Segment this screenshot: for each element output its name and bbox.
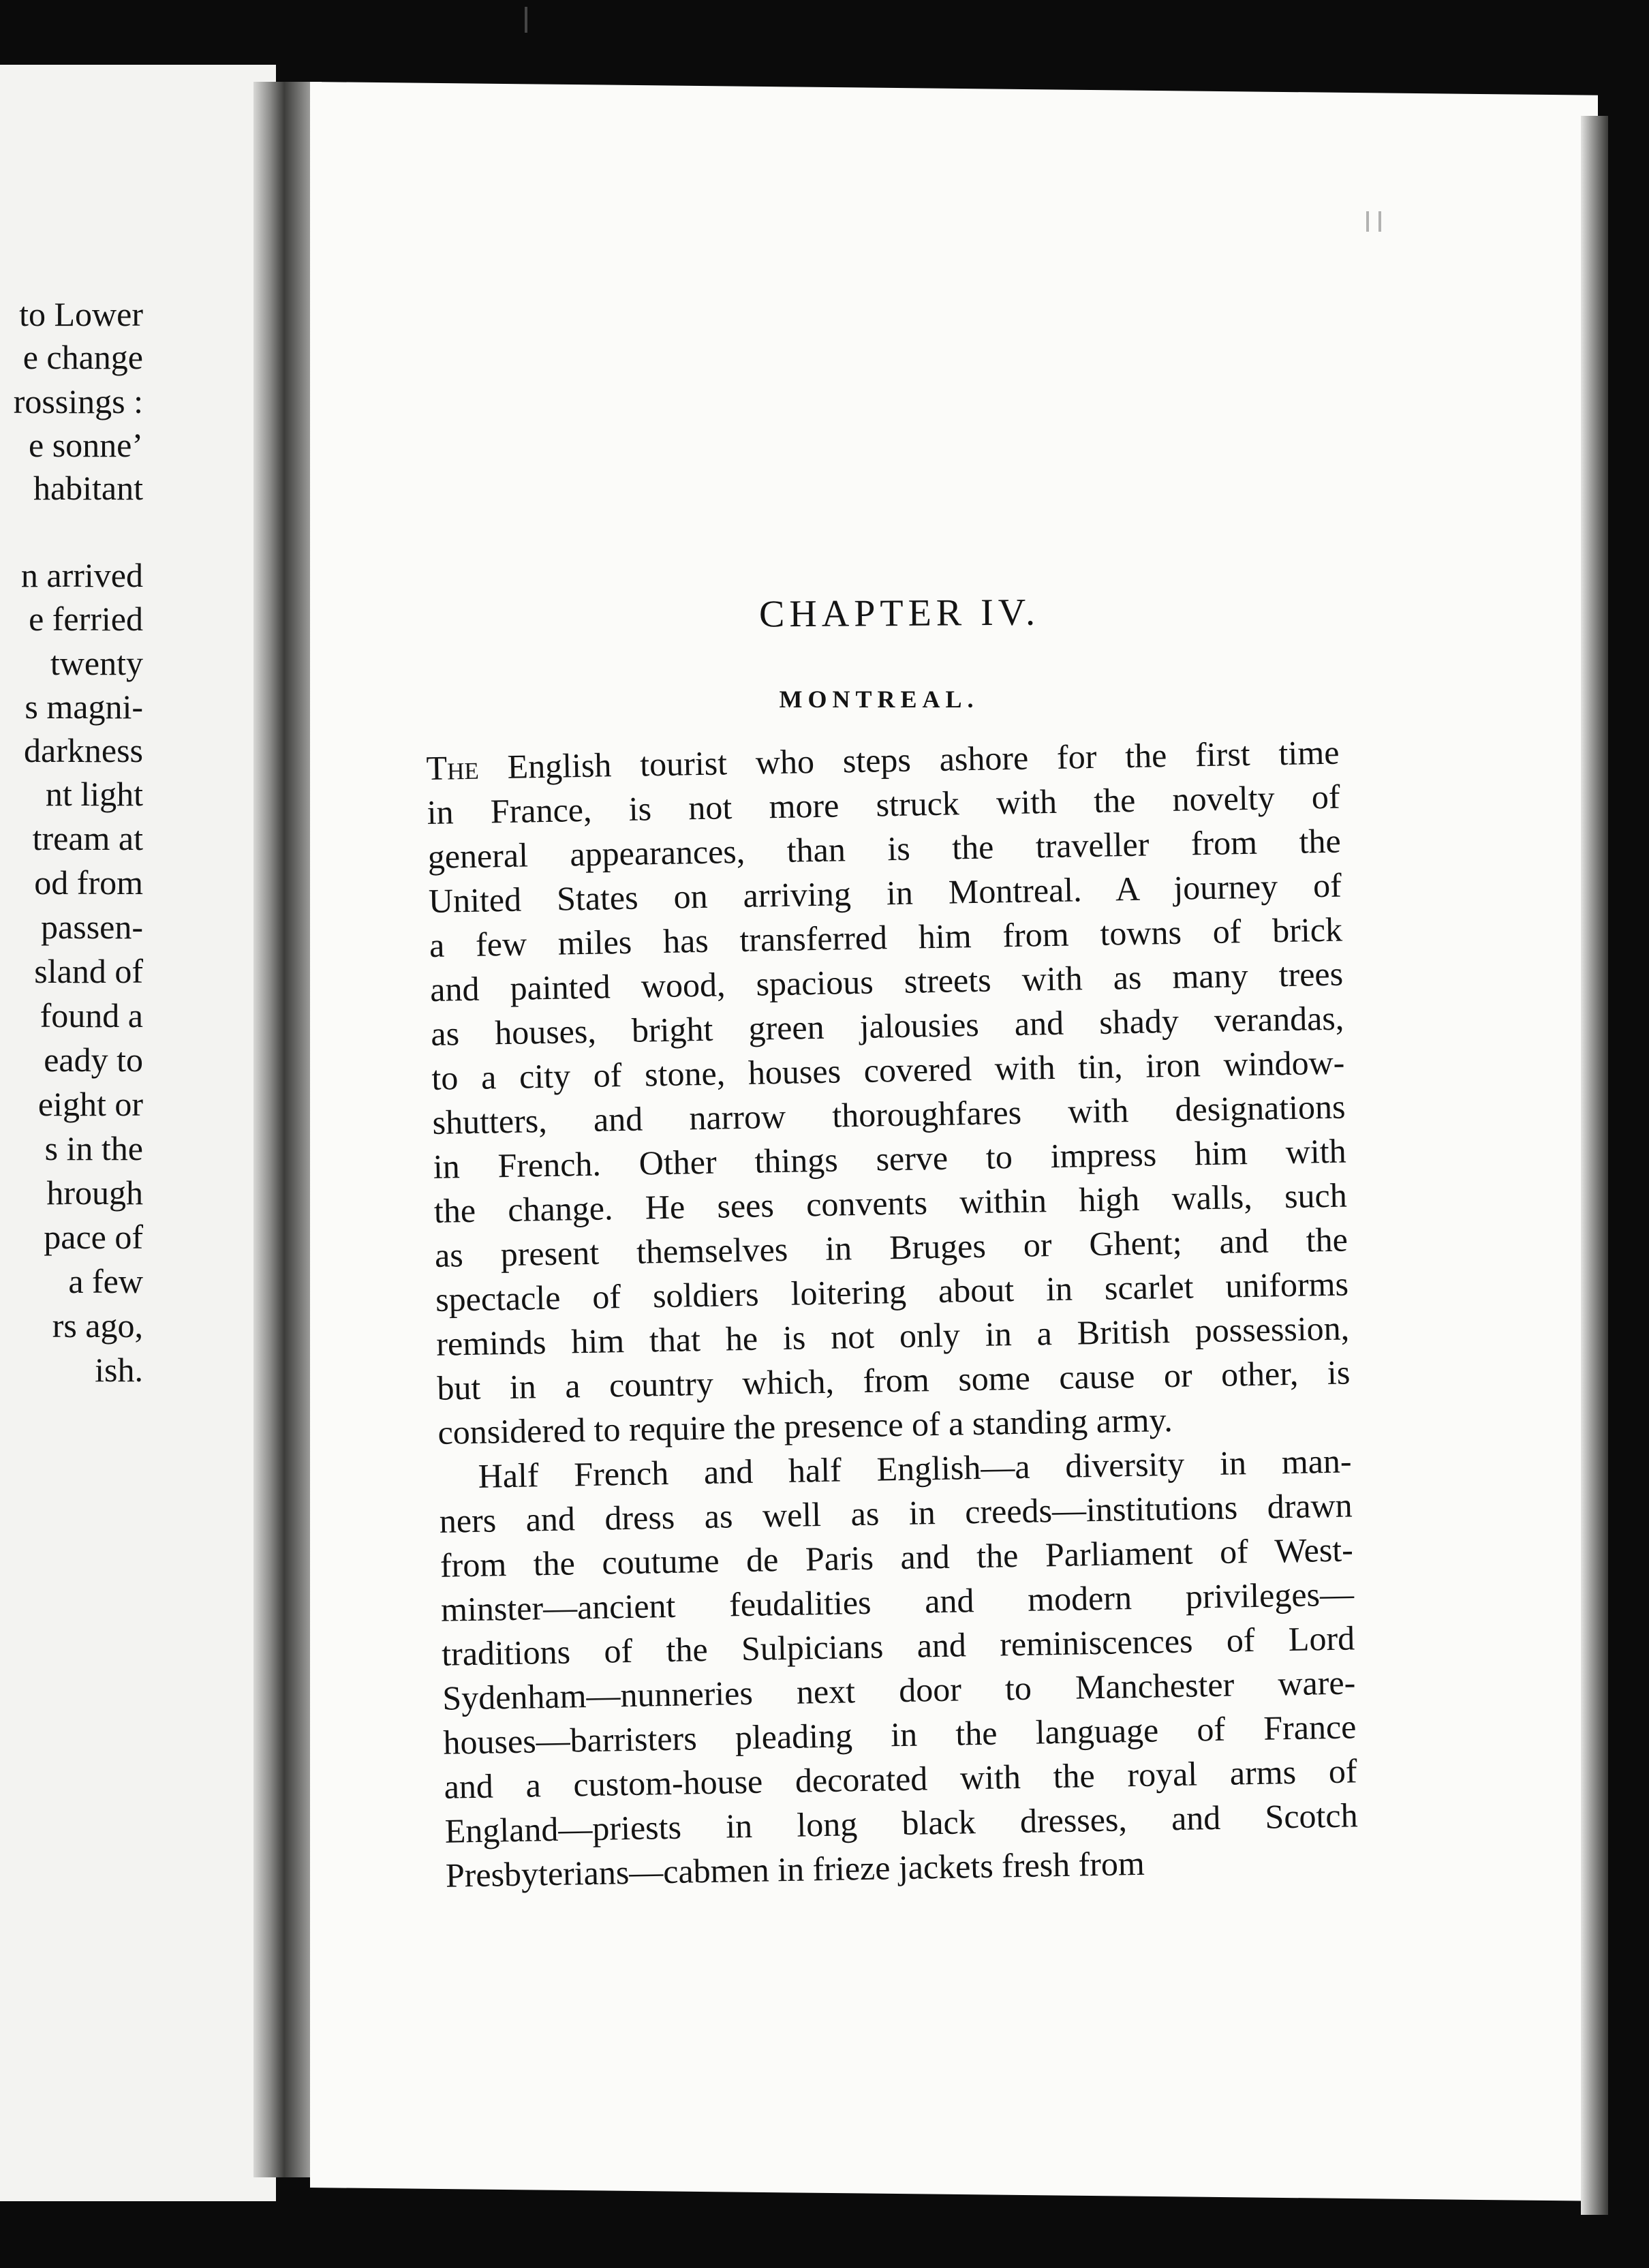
left-page-line: e change [22,338,143,376]
text-line: in France, is not more struck with the novelty of [427,777,1340,831]
left-page-line: sland of [34,952,143,990]
text-line: as present themselves in Bruges or Ghent; and the [434,1220,1349,1274]
text-line: traditions of the Sulpicians and reminiscences of Lord [441,1619,1355,1673]
text-line: ners and dress as well as in creeds—institutions drawn [439,1486,1353,1540]
text-line: general appearances, than is the traveller from the [427,821,1342,876]
paragraph [426,731,1351,1455]
text-line: houses—barristers pleading in the language of France [443,1707,1357,1762]
text-line: from the coutume de Paris and the Parliament of West- [440,1530,1354,1584]
text-line: in French. Other things serve to impress him with [433,1131,1347,1186]
page-edge-shadow [1581,116,1608,2215]
left-page-line: rossings : [13,382,143,420]
left-page-line: found a [40,996,143,1035]
text-line: minster—ancient feudalities and modern privileges— [440,1574,1355,1629]
left-page-line: e ferried [29,600,143,638]
left-page-line: darkness [24,731,143,769]
chapter-body-text [426,731,1359,1898]
text-line: England—priests in long black dresses, and Scotch [444,1796,1359,1850]
left-page [0,65,276,2201]
scan-artifact [525,7,527,33]
left-page-line: nt light [45,775,143,813]
chapter-title: MONTREAL. [779,686,979,713]
chapter-heading: CHAPTER IV. [758,591,1041,636]
text-line: Sydenham—nunneries next door to Manchester ware- [442,1663,1356,1717]
left-page-line: a few [68,1262,143,1300]
text-line: the change. He sees convents within high walls, such [433,1176,1348,1230]
text-line: to a city of stone, houses covered with tin, iron window- [431,1043,1345,1097]
text-line: United States on arriving in Montreal. A journey of [428,865,1342,920]
text-line: reminds him that he is not only in a British possession, [435,1308,1350,1363]
text-line: but in a country which, from some cause or other, is [436,1353,1351,1407]
left-page-line: passen- [41,908,143,946]
left-page-line: tream at [32,819,143,857]
left-page-line: pace of [44,1218,143,1256]
paragraph [438,1439,1359,1897]
scan-artifact [1378,211,1381,232]
text-line: Presbyterians—cabmen in frieze jackets fresh from [445,1843,1145,1895]
text-line: considered to require the presence of a standing army. [437,1400,1173,1452]
text-line: shutters, and narrow thoroughfares with designations [432,1087,1346,1141]
text-line: and a custom-house decorated with the royal arms of [444,1751,1357,1806]
left-page-line: s magni- [25,688,143,726]
text-line-rest: English tourist who steps ashore for the first time [478,733,1340,786]
text-line: a few miles has transferred him from towns of brick [429,910,1343,964]
left-page-line: ish. [95,1351,143,1389]
left-page-line: hrough [46,1174,143,1212]
text-line: spectacle of soldiers loitering about in scarlet uniforms [435,1264,1349,1319]
left-page-line: eight or [37,1085,143,1123]
left-page-line: twenty [50,644,143,682]
left-page-line: e sonne’ [29,426,143,464]
drop-lead-word: The [426,748,480,787]
left-page-line: habitant [33,469,143,507]
left-page-line: eady to [44,1041,143,1079]
text-line: and painted wood, spacious streets with as many trees [429,954,1344,1009]
left-page-line: to Lower [19,295,143,333]
text-line: Half French and half English—a diversity in man- [478,1441,1352,1495]
left-page-line: rs ago, [52,1306,143,1345]
left-page-line: od from [34,863,143,902]
left-page-line: s in the [44,1129,143,1167]
scan-artifact [1366,211,1369,232]
left-page-line: n arrived [20,556,143,594]
text-line: as houses, bright green jalousies and shady verandas, [430,998,1344,1053]
